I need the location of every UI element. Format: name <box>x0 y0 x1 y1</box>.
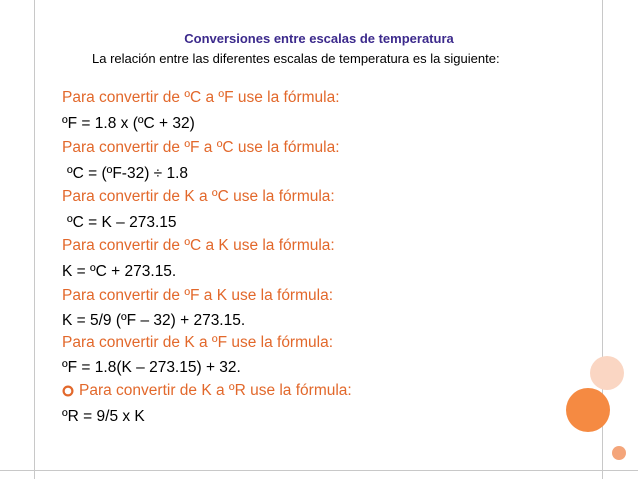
formula-f-to-k: K = 5/9 (ºF – 32) + 273.15. <box>62 312 246 329</box>
formula-f-to-c: ºC = (ºF-32) ÷ 1.8 <box>67 165 189 182</box>
formula-k-to-c: ºC = K – 273.15 <box>67 214 177 231</box>
formula-c-to-k: K = ºC + 273.15. <box>62 263 177 280</box>
formula-k-to-r: ºR = 9/5 x K <box>62 408 145 425</box>
slide-subtitle: La relación entre las diferentes escalas de temperatura es la siguiente: <box>92 51 500 66</box>
heading-k-to-f: Para convertir de K a ºF use la fórmula: <box>62 334 334 351</box>
frame-left-line <box>34 0 35 479</box>
heading-f-to-c: Para convertir de ºF a ºC use la fórmula: <box>62 139 340 156</box>
frame-bottom-line <box>0 470 638 471</box>
formula-k-to-f: ºF = 1.8(K – 273.15) + 32. <box>62 359 241 376</box>
decorative-peach-circle <box>590 356 624 390</box>
decorative-orange-circle <box>566 388 610 432</box>
heading-k-to-r: Para convertir de K a ºR use la fórmula: <box>79 382 352 399</box>
heading-c-to-k: Para convertir de ºC a K use la fórmula: <box>62 237 335 254</box>
ring-bullet-icon <box>62 385 74 397</box>
heading-c-to-f: Para convertir de ºC a ºF use la fórmula: <box>62 89 340 106</box>
heading-f-to-k: Para convertir de ºF a K use la fórmula: <box>62 287 334 304</box>
heading-k-to-c: Para convertir de K a ºC use la fórmula: <box>62 188 335 205</box>
decorative-small-circle <box>612 446 626 460</box>
slide-title: Conversiones entre escalas de temperatura <box>184 31 454 46</box>
formula-c-to-f: ºF = 1.8 x (ºC + 32) <box>62 115 195 132</box>
